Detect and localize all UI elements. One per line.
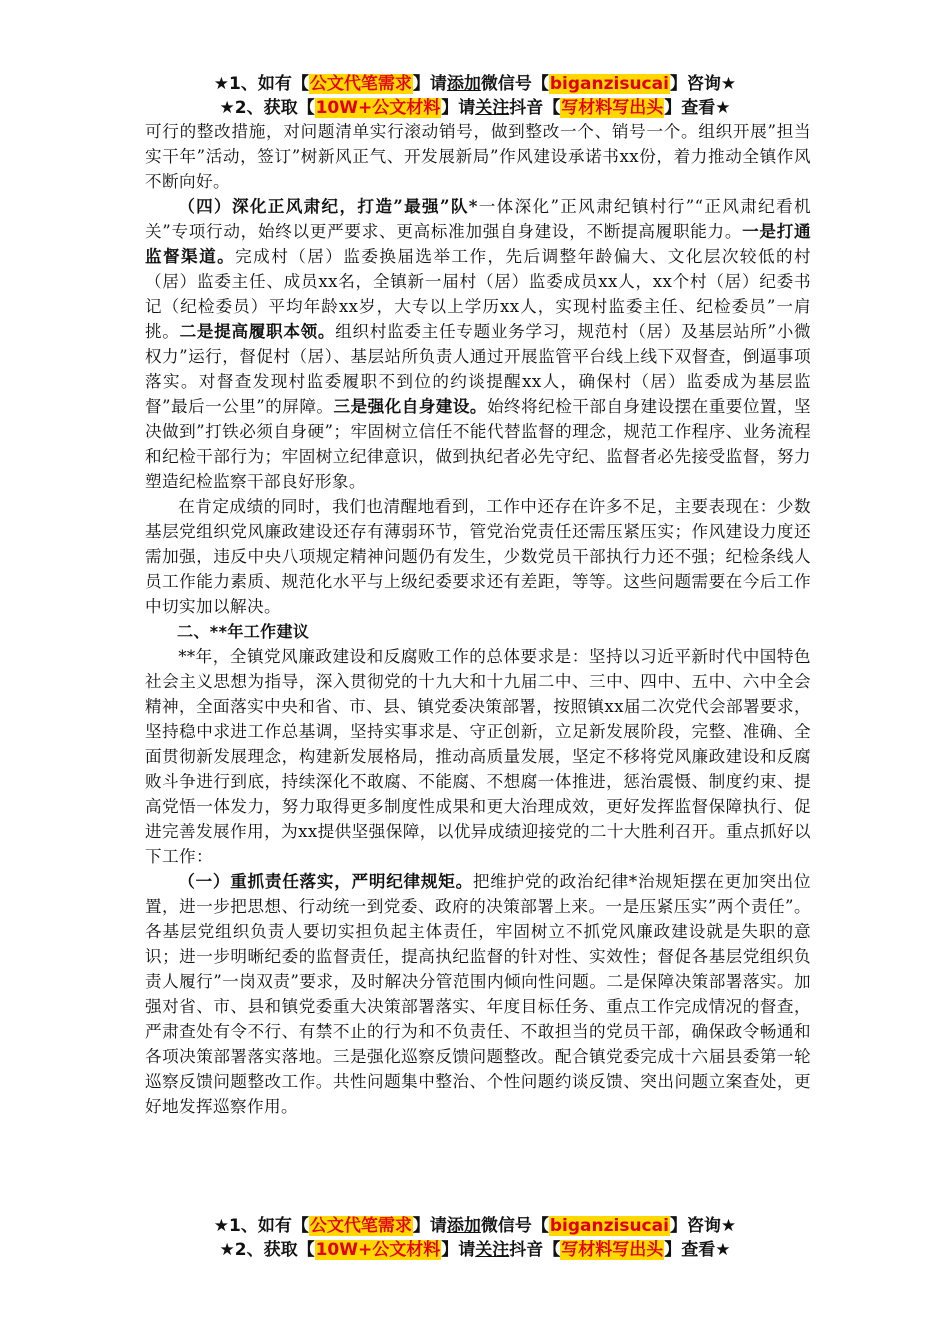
promo-emphasis: 关注 — [475, 98, 510, 118]
paragraph — [145, 869, 811, 1119]
promo-line-1 — [0, 72, 950, 96]
promo-text: 】咨询★ — [669, 74, 737, 94]
section-title: （一）重抓责任落实，严明纪律规矩。 — [178, 871, 473, 891]
highlight-wechat-id: biganzisucai — [549, 74, 669, 94]
bold-lead: 三是强化自身建设。 — [333, 396, 487, 416]
promo-text: 】请 — [441, 1240, 476, 1260]
highlight-materials: 10W+公文材料 — [315, 98, 441, 118]
section-heading: 二、**年工作建议 — [177, 622, 310, 641]
highlight-service: 公文代笔需求 — [309, 1216, 412, 1236]
promo-text: 】请 — [412, 1216, 447, 1236]
paragraph: 在肯定成绩的同时，我们也清醒地看到，工作中还存在许多不足，主要表现在：少数基层党组织党风廉政建设还存有薄弱环节，管党治党责任还需压紧压实；作风建设力度还需加强，违反中央八项规定精神问题仍有发生，少数党员干部执行力还不强；纪检条线人员工作能力素质、规范化水平与上级纪委要求还有差距，等等。这些问题需要在今后工作中切实加以解决。 — [145, 497, 811, 616]
promo-banner-top — [0, 72, 950, 120]
promo-text: 】请 — [412, 74, 447, 94]
paragraph-text: 把维护党的政治纪律*治规矩摆在更加突出位置，进一步把思想、行动统一到党委、政府的决策部署上来。一是压紧压实”两个责任”。各基层党组织负责人要切实担负起主体责任，牢固树立不抓党风廉政建设就是失职的意识；进一步明晰纪委的监督责任，提高执纪监督的针对性、实效性；督促各基层党组织负责人履行”一岗双责”要求，及时解决分管范围内倾向性问题。二是保障决策部署落实。加强对省、市、县和镇党委重大决策部署落实、年度目标任务、重点工作完成情况的督查，严肃查处有令不行、有禁不止的行为和不负责任、不敢担当的党员干部，确保政令畅通和各项决策部署落实落地。三是强化巡察反馈问题整改。配合镇党委完成十六届县委第一轮巡察反馈问题整改工作。共性问题集中整治、个性问题约谈反馈、突出问题立案查处，更好地发挥巡察作用。 — [145, 872, 811, 1116]
bold-lead: 二是提高履职本领。 — [179, 321, 336, 341]
highlight-douyin-id: 写材料写出头 — [561, 1240, 664, 1260]
promo-text: ★2、获取【 — [219, 98, 315, 118]
paragraph: **年，全镇党风廉政建设和反腐败工作的总体要求是：坚持以习近平新时代中国特色社会主义思想为指导，深入贯彻党的十九大和十九届二中、三中、四中、五中、六中全会精神，全面落实中央和省、市、县、镇党委决策部署，按照镇xx届二次党代会部署要求，坚持稳中求进工作总基调，坚持实事求是、守正创新，立足新发展阶段，完整、准确、全面贯彻新发展理念，构建新发展格局，推动高质量发展，坚定不移将党风廉政建设和反腐败斗争进行到底，持续深化不敢腐、不能腐、不想腐一体推进，惩治震慑、制度约束、提高党悟一体发力，努力取得更多制度性成果和更大治理成效，更好发挥监督保障执行、促进完善发展作用，为xx提供坚强保障，以优异成绩迎接党的二十大胜利召开。重点抓好以下工作： — [145, 647, 811, 866]
promo-text: ★1、如有【 — [213, 1216, 309, 1236]
promo-emphasis: 添加 — [446, 74, 481, 94]
promo-text: 抖音【 — [509, 1240, 561, 1260]
promo-line-2 — [0, 1238, 950, 1262]
highlight-service: 公文代笔需求 — [309, 74, 412, 94]
paragraph-text: 始终将纪检干部自身建设摆在重要位置，坚决做到”打铁必须自身硬”；牢固树立信任不能代替监督的理念，规范工作程序、业务流程和纪检干部行为；牢固树立纪律意识，做到执纪者必先守纪、监督者必先接受监督，努力塑造纪检监察干部良好形象。 — [145, 397, 811, 491]
section-title: （四）深化正风肃纪，打造”最强”队* — [178, 196, 478, 216]
promo-text: 微信号【 — [480, 74, 549, 94]
promo-emphasis: 关注 — [475, 1240, 510, 1260]
promo-text: 抖音【 — [509, 98, 561, 118]
paragraph-text: 完成村（居）监委换届选举工作，先后调整年龄偏大、文化层次较低的村（居）监委主任、成员xx名，全镇新一届村（居）监委成员xx人，xx个村（居）纪委书记（纪检委员）平均年龄xx岁，大专以上学历xx人，实现村监委主任、纪检委员”一肩挑。 — [145, 247, 811, 341]
paragraph — [145, 194, 811, 494]
bold-lead: 一是打通监督渠道。 — [145, 221, 811, 266]
promo-text: 微信号【 — [480, 1216, 549, 1236]
promo-line-2 — [0, 96, 950, 120]
promo-text: 】请 — [441, 98, 476, 118]
highlight-douyin-id: 写材料写出头 — [561, 98, 664, 118]
promo-text: ★1、如有【 — [213, 74, 309, 94]
paragraph-text: 一体深化”正风肃纪镇村行”“正风肃纪看机关”专项行动，始终以更严要求、更高标准加强自身建设，不断提高履职能力。 — [145, 197, 811, 241]
paragraph-text: 组织村监委主任专题业务学习，规范村（居）及基层站所”小微权力”运行，督促村（居）、基层站所负责人通过开展监管平台线上线下双督查，倒逼事项落实。对督查发现村监委履职不到位的约谈提醒xx人，确保村（居）监委成为基层监督”最后一公里”的屏障。 — [145, 322, 811, 416]
promo-text: 】咨询★ — [669, 1216, 737, 1236]
paragraph: 可行的整改措施，对问题清单实行滚动销号，做到整改一个、销号一个。组织开展”担当实干年”活动，签订”树新风正气、开发展新局”作风建设承诺书xx份，着力推动全镇作风不断向好。 — [145, 122, 811, 191]
promo-line-1 — [0, 1214, 950, 1238]
promo-text: 】查看★ — [664, 98, 731, 118]
highlight-materials: 10W+公文材料 — [315, 1240, 441, 1260]
highlight-wechat-id: biganzisucai — [549, 1216, 669, 1236]
promo-emphasis: 添加 — [446, 1216, 481, 1236]
promo-banner-bottom — [0, 1214, 950, 1262]
promo-text: 】查看★ — [664, 1240, 731, 1260]
promo-text: ★2、获取【 — [219, 1240, 315, 1260]
document-body — [145, 119, 811, 1119]
